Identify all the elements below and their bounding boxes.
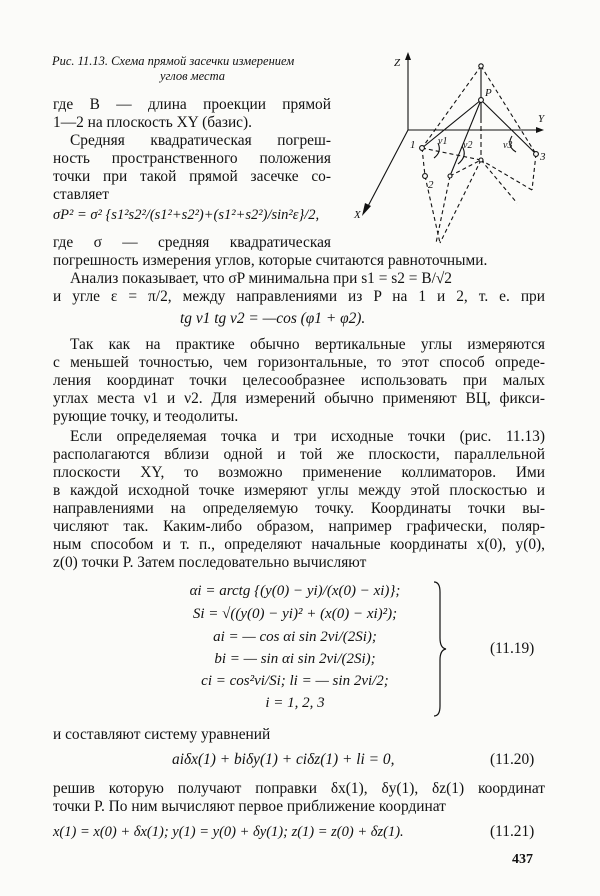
text-line-21: числяют так. Каким-либо образом, например графически, поляр- — [53, 518, 545, 535]
equation-number-11-20: (11.20) — [490, 751, 535, 768]
system-brace — [430, 580, 450, 718]
point-1-label: 1 — [410, 139, 416, 151]
text-line-20: направлениями на определяемую точку. Координаты точки вы- — [53, 500, 545, 517]
point-2 — [423, 174, 428, 179]
equation-number-11-19: (11.19) — [490, 640, 535, 657]
ray-p-2 — [450, 100, 481, 176]
figure-caption — [52, 54, 352, 84]
figure-11-13-diagram — [350, 48, 595, 248]
text-line-24: и составляют систему уравнений — [53, 726, 271, 743]
angle-v3-label: ν3 — [503, 140, 513, 151]
point-p-top — [479, 64, 483, 68]
z-axis-arrow — [405, 52, 411, 60]
text-line-15: рующие точку, и теодолиты. — [53, 408, 239, 425]
eq-b-i: bi = — sin αi sin 2νi/(2Si); — [214, 651, 376, 667]
eq-c-i-l-i: ci = cos²νi/Si; li = — sin 2νi/2; — [201, 673, 389, 689]
y-axis-arrow — [536, 127, 544, 133]
angle-v1-label: ν1 — [438, 136, 448, 147]
point-2-label: 2 — [428, 179, 434, 191]
text-line-22: ным способом и т. п., определяют начальные координаты x(0), y(0), — [53, 536, 545, 553]
figure-caption-line-1: Рис. 11.13. Схема прямой засечки измерением — [52, 54, 295, 68]
text-line-12: с меньшей точностью, чем горизонтальные, то этот способ опреде- — [53, 354, 545, 371]
formula-sigma-p: σP² = σ² {s1²s2²/(s1²+s2²)+(s1²+s2²)/sin²ε}/2, — [53, 207, 320, 223]
text-line-25: решив которую получают поправки δx(1), δy(1), δz(1) координат — [53, 780, 545, 797]
point-3-label: 3 — [540, 151, 546, 163]
figure-caption-line-2: углов места — [160, 69, 226, 83]
point-3 — [534, 152, 539, 157]
eq-alpha-i: αi = arctg {(y(0) − yi)/(x(0) − xi)}; — [189, 583, 401, 599]
text-line-14: углах места ν1 и ν2. Для измерений обычно применяют ВЦ, фикси- — [53, 390, 545, 407]
axis-z-label: Z — [394, 57, 401, 69]
eq-a-i: ai = — cos αi sin 2νi/(2Si); — [213, 629, 377, 645]
text-line-26: точки P. По ним вычисляют первое приближение координат — [53, 798, 446, 815]
x-axis-arrow — [362, 203, 371, 216]
equation-system-11-19 — [150, 580, 440, 714]
eq-s-i: Si = √((y(0) − yi)² + (x(0) − xi)²); — [192, 606, 398, 622]
text-line-10: и угле ε = π/2, между направлениями из P на 1 и 2, т. е. при — [53, 288, 545, 305]
angle-v2-label: ν2 — [463, 140, 473, 151]
formula-11-20: aiδx(1) + biδy(1) + ciδz(1) + li = 0, — [172, 751, 395, 768]
text-line-7: где σ — средняя квадратическая — [53, 234, 331, 251]
text-line-19: в каждой исходной точке измеряют углы между этой плоскостью и — [53, 482, 545, 499]
formula-tg: tg ν1 tg ν2 = —cos (φ1 + φ2). — [180, 310, 366, 327]
text-line-4: ность пространственного положения — [53, 150, 331, 167]
text-line-1: где B — длина проекции прямой — [53, 96, 331, 113]
point-p — [479, 98, 484, 103]
eq-index-range: i = 1, 2, 3 — [265, 695, 325, 711]
text-line-3: Средняя квадратическая погреш- — [70, 132, 331, 149]
point-1 — [420, 146, 425, 151]
text-line-16: Если определяемая точка и три исходные точки (рис. 11.13) — [70, 428, 545, 445]
axis-x-label: X — [354, 209, 361, 221]
formula-11-21: x(1) = x(0) + δx(1); y(1) = y(0) + δy(1); z(1) = z(0) + δz(1). — [53, 824, 404, 840]
text-line-23: z(0) точки P. Затем последовательно вычисляют — [53, 554, 367, 571]
text-line-6: ставляет — [53, 186, 109, 203]
text-line-9: Анализ показывает, что σP минимальна при s1 = s2 = B/√2 — [70, 270, 452, 287]
text-line-18: плоскости XY, то возможно применение коллиматоров. Ими — [53, 464, 545, 481]
x-axis — [366, 130, 408, 210]
text-line-8: погрешность измерения углов, которые считаются равноточными. — [53, 252, 488, 269]
point-p-label: P — [485, 87, 492, 99]
axis-y-label: Y — [538, 113, 545, 125]
text-line-13: ления координат точки целесообразнее использовать при малых — [53, 372, 545, 389]
page-number: 437 — [512, 852, 533, 867]
equation-number-11-21: (11.21) — [490, 823, 535, 840]
text-line-11: Так как на практике обычно вертикальные углы измеряются — [70, 336, 545, 353]
text-line-17: располагаются вблизи одной и той же плоскости, параллельной — [53, 446, 545, 463]
text-line-5: точки при такой прямой засечке со- — [53, 168, 331, 185]
text-line-2: 1—2 на плоскость XY (базис). — [53, 114, 252, 131]
